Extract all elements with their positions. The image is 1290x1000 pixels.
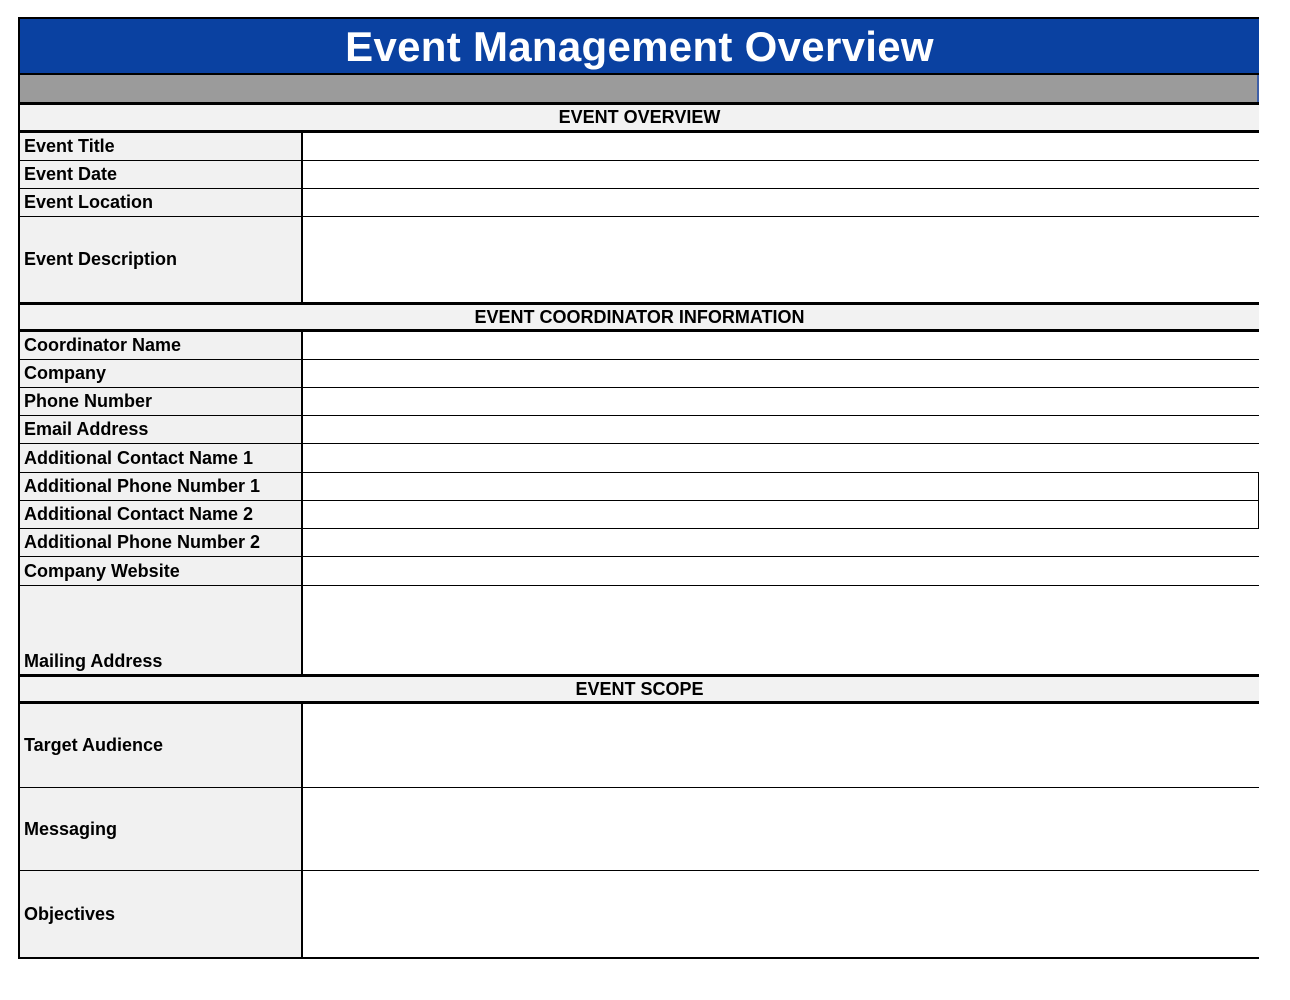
form-row-event-date (20, 161, 1259, 189)
field-label: Messaging (20, 788, 303, 870)
section-header-event-overview: EVENT OVERVIEW (20, 105, 1259, 133)
event-title-field[interactable] (303, 133, 1259, 160)
coordinator-name-field[interactable] (303, 332, 1259, 359)
field-label: Company Website (20, 557, 303, 585)
objectives-field[interactable] (303, 871, 1259, 957)
form-row-mailing-address (20, 586, 1259, 674)
field-label: Coordinator Name (20, 332, 303, 359)
form-row-company (20, 360, 1259, 388)
form-row-event-description (20, 217, 1259, 302)
company-website-field[interactable] (303, 557, 1259, 585)
additional-contact-name-2-field[interactable] (303, 501, 1259, 528)
field-label: Phone Number (20, 388, 303, 415)
form-row-event-title (20, 133, 1259, 161)
field-label: Mailing Address (20, 586, 303, 674)
gray-spacer-band (18, 75, 1259, 105)
phone-number-field[interactable] (303, 388, 1259, 415)
field-label: Additional Phone Number 2 (20, 529, 303, 556)
field-label: Event Title (20, 133, 303, 160)
field-label: Target Audience (20, 704, 303, 787)
form-row-additional-contact-name-2 (20, 501, 1259, 529)
email-address-field[interactable] (303, 416, 1259, 443)
additional-phone-number-1-field[interactable] (303, 473, 1259, 500)
form-row-email-address (20, 416, 1259, 444)
form-row-additional-phone-number-1 (20, 473, 1259, 501)
section-header-coordinator-information: EVENT COORDINATOR INFORMATION (20, 302, 1259, 332)
form-row-company-website (20, 557, 1259, 586)
target-audience-field[interactable] (303, 704, 1259, 787)
messaging-field[interactable] (303, 788, 1259, 870)
event-overview-sheet (18, 17, 1259, 959)
field-label: Additional Contact Name 2 (20, 501, 303, 528)
form-row-messaging (20, 788, 1259, 871)
field-label: Event Date (20, 161, 303, 188)
field-label: Company (20, 360, 303, 387)
event-description-field[interactable] (303, 217, 1259, 302)
form-row-event-location (20, 189, 1259, 217)
form-row-additional-contact-name-1 (20, 444, 1259, 473)
form-row-phone-number (20, 388, 1259, 416)
form-row-additional-phone-number-2 (20, 529, 1259, 557)
event-date-field[interactable] (303, 161, 1259, 188)
field-label: Additional Contact Name 1 (20, 444, 303, 472)
field-label: Objectives (20, 871, 303, 957)
company-field[interactable] (303, 360, 1259, 387)
title-bar (18, 17, 1259, 75)
additional-phone-number-2-field[interactable] (303, 529, 1259, 556)
section-header-event-scope: EVENT SCOPE (20, 674, 1259, 704)
event-form (18, 105, 1259, 959)
mailing-address-field[interactable] (303, 586, 1259, 674)
form-row-coordinator-name (20, 332, 1259, 360)
field-label: Event Location (20, 189, 303, 216)
field-label: Event Description (20, 217, 303, 302)
form-row-target-audience (20, 704, 1259, 788)
field-label: Additional Phone Number 1 (20, 473, 303, 500)
form-row-objectives (20, 871, 1259, 957)
field-label: Email Address (20, 416, 303, 443)
event-location-field[interactable] (303, 189, 1259, 216)
page-title: Event Management Overview (345, 23, 934, 70)
additional-contact-name-1-field[interactable] (303, 444, 1259, 472)
